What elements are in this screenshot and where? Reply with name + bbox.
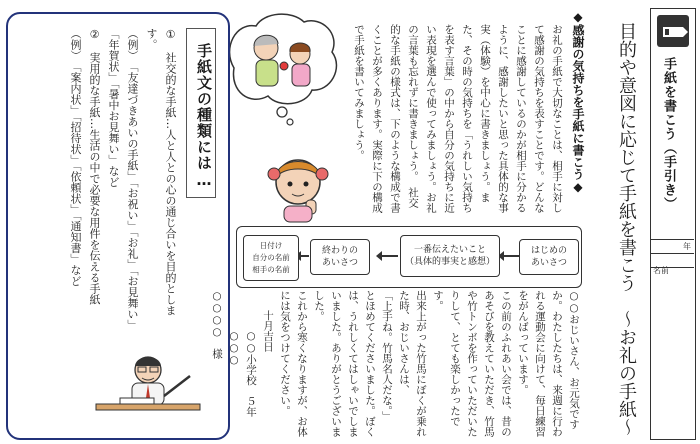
arrow-left-icon	[502, 255, 520, 257]
letter-types-body	[20, 28, 180, 328]
sample-letter	[211, 290, 582, 440]
letter-types-title: 手紙文の種類には…	[186, 28, 216, 198]
letter-paragraph: とほめてくださいました。ぼくは、うれしくてはしゃいでしまいました。ありがとうございました。	[313, 290, 376, 437]
letter-paragraph: ○○おじいさん、お元気ですか。わたしたちは、来週に行われる運動会に向けて、毎日練習をがんばっています。	[517, 290, 580, 437]
arrow-left-icon	[380, 255, 398, 257]
main-title: 目的や意図に応じて手紙を書こう ～お礼の手紙～	[616, 22, 637, 436]
grandmother-and-girl-illustration	[222, 8, 342, 128]
pencil-icon	[657, 15, 689, 47]
intro-heading: ◆感謝の気持ちを手紙に書こう◆	[571, 10, 585, 194]
letter-paragraph: この前のふれあい会では、昔のあそびを教えていただき、竹馬や竹トンボを作っていただいたりして、とても楽しかったです。	[432, 290, 512, 437]
letter-sender: ○○小学校 ５年○○○	[228, 330, 257, 417]
letter-type-item: ② 実用的な手紙…生活の中で必要な用件を伝える手紙	[88, 28, 101, 305]
flow-box-date-and-names	[243, 235, 299, 281]
letter-paragraph: 出来上がった竹馬にぼくが乗れた時、おじいさんは、	[398, 290, 427, 437]
flow-box-closing-greeting	[310, 239, 370, 275]
girl-thinking-illustration	[262, 148, 334, 224]
meta-title: 手紙を書こう（手引き）	[661, 57, 676, 211]
letter-structure-diagram	[236, 226, 582, 288]
name-label: 名前	[653, 266, 669, 275]
letter-date: 十月吉日	[262, 310, 274, 352]
letter-recipient: ○○○○ 様	[211, 290, 223, 359]
flow-box-main-message	[400, 235, 500, 277]
flow-label: 終わりの あいさつ	[321, 246, 358, 268]
letter-type-example: （例） 「友達づきあいの手紙」「お祝い」「お礼」「お見舞い」「年賀状」「暑中お見舞い」など	[107, 28, 139, 325]
meta-divider	[651, 253, 694, 254]
letter-paragraph: これから寒くなりますが、お体には気をつけてください。	[279, 290, 308, 437]
intro-body: お礼の手紙で大切なことは、相手に対して感謝の気持ちを表すことです。どんなことに感謝しているのかが相手に分かるように、感謝したいと思った具体的な事実（体験）を中心に書きましょう。また、その時の気持ちを「うれしい気持ちを表す言葉」の中から自分の気持ちに近い表現を選んで使ってみましょう。お礼の言葉も忘れずに書きましょう。 社交的な手紙の様式は、下のような構成で書くことが多くあります。実際に下の構成で手紙を書いてみましょう。	[353, 24, 563, 213]
meta-divider	[651, 239, 694, 240]
year-label: 年	[683, 242, 691, 251]
flow-box-opening-greeting	[519, 239, 579, 275]
flow-label: はじめの あいさつ	[530, 246, 567, 268]
arrow-left-icon	[299, 255, 309, 257]
meta-divider	[651, 267, 694, 268]
meta-column	[650, 8, 696, 440]
letter-type-example: （例） 「案内状」「招待状」「依頼状」「通知書」など	[69, 28, 82, 287]
letter-type-item: ① 社交的な手紙…人と人との心の通じ合いを目的とします。	[145, 28, 177, 316]
flow-label: 一番伝えたいこと （具体的事実と感想）	[404, 245, 495, 267]
teacher-at-desk-illustration	[96, 350, 206, 420]
letter-paragraph: 「上手ね。竹馬名人だな。」	[381, 290, 393, 422]
flow-label: 日付け 自分の名前 相手の名前	[252, 241, 290, 274]
